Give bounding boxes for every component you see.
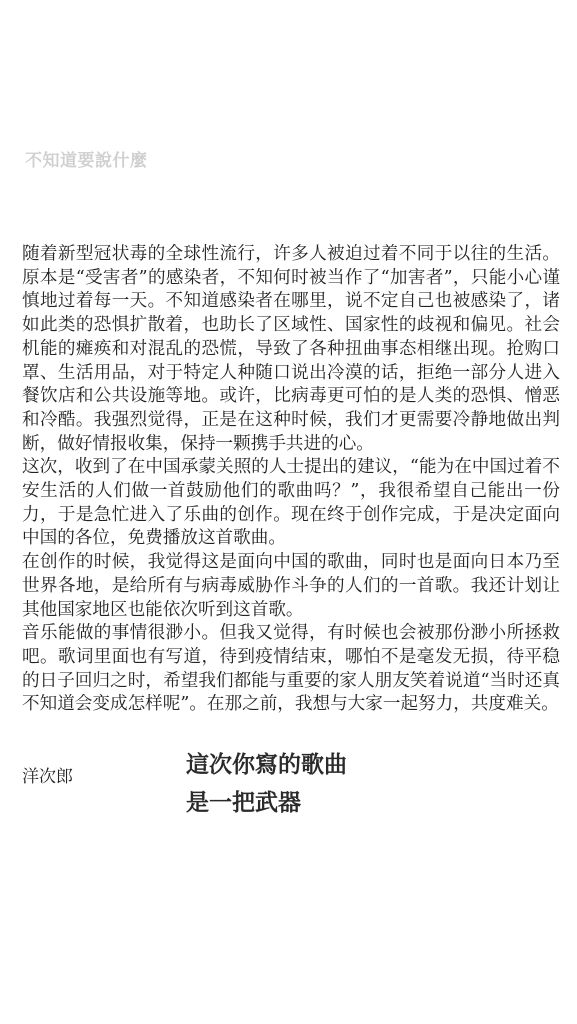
letter-body <box>22 243 560 717</box>
letter-paragraph: 随着新型冠状毒的全球性流行，许多人被迫过着不同于以往的生活。原本是“受害者”的感染者，不知何时被当作了“加害者”，只能小心谨慎地过着每一天。不知道感染者在哪里，说不定自己也被感染了，诸如此类的恐惧扩散着，也助长了区域性、国家性的歧视和偏见。社会机能的瘫痪和对混乱的恐慌，导致了各种扭曲事态相继出现。抢购口罩、生活用品，对于特定人种随口说出冷漠的话，拒绝一部分人进入餐饮店和公共设施等地。或许，比病毒更可怕的是人类的恐惧、憎恶和冷酷。我强烈觉得，正是在这种时候，我们才更需要冷静地做出判断，做好情报收集，保持一颗携手共进的心。 <box>22 244 560 454</box>
letter-paragraph: 在创作的时候，我觉得这是面向中国的歌曲，同时也是面向日本乃至世界各地，是给所有与病毒威胁作斗争的人们的一首歌。我还计划让其他国家地区也能依次听到这首歌。 <box>22 552 560 620</box>
letter-signature: 洋次郎 <box>22 767 73 787</box>
overlay-caption-bottom <box>186 746 347 822</box>
letter-paragraph: 这次，收到了在中国承蒙关照的人士提出的建议，“能为在中国过着不安生活的人们做一首鼓励他们的歌曲吗？”，我很希望自己能出一份力，于是急忙进入了乐曲的创作。现在终于创作完成，于是决定面向中国的各位，免费播放这首歌曲。 <box>22 457 560 549</box>
overlay-caption-top: 不知道要說什麼 <box>25 151 148 171</box>
caption-line: 這次你寫的歌曲 <box>186 752 347 778</box>
caption-line: 是一把武器 <box>186 790 301 816</box>
letter-paragraph: 音乐能做的事情很渺小。但我又觉得，有时候也会被那份渺小所拯救吧。歌词里面也有写道，待到疫情结束，哪怕不是毫发无损，待平稳的日子回归之时，希望我们都能与重要的家人朋友笑着说道“当时还真不知道会变成怎样呢”。在那之前，我想与大家一起努力，共度难关。 <box>22 623 560 715</box>
